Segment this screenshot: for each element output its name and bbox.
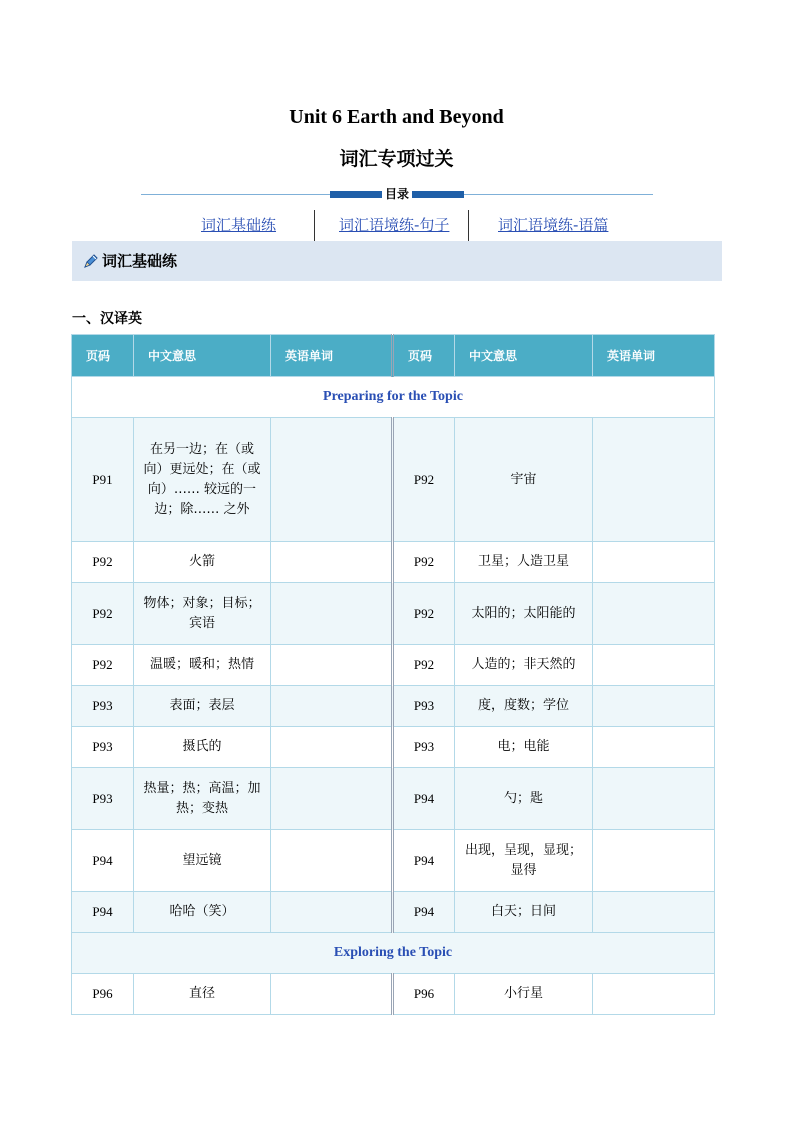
toc-link-basic[interactable]: 词汇基础练 (201, 216, 277, 234)
page-cell: P94 (393, 892, 455, 933)
toc-link-passage[interactable]: 词汇语境练-语篇 (498, 216, 609, 234)
answer-cell[interactable] (271, 892, 393, 933)
chinese-cell: 勺；匙 (455, 768, 593, 830)
page-cell: P93 (393, 686, 455, 727)
table-row (72, 542, 715, 583)
chinese-cell: 火箭 (134, 542, 271, 583)
toc-label: 目录 (382, 186, 412, 203)
column-header-chinese: 中文意思 (134, 335, 271, 377)
answer-cell[interactable] (593, 583, 715, 645)
table-row (72, 768, 715, 830)
chinese-cell: 白天；日间 (455, 892, 593, 933)
page-cell: P92 (393, 418, 455, 542)
answer-cell[interactable] (271, 768, 393, 830)
topic-heading: Preparing for the Topic (72, 377, 715, 418)
chinese-cell: 热量；热；高温；加热；变热 (134, 768, 271, 830)
toc-bar-left (330, 191, 382, 198)
chinese-cell: 在另一边；在（或向）更远处；在（或向）…… 较远的一边；除…… 之外 (134, 418, 271, 542)
column-header-chinese: 中文意思 (455, 335, 593, 377)
page-cell: P94 (393, 830, 455, 892)
toc-bar-right (412, 191, 464, 198)
chinese-cell: 电；电能 (455, 727, 593, 768)
table-row (72, 974, 715, 1015)
page-cell: P91 (72, 418, 134, 542)
answer-cell[interactable] (593, 768, 715, 830)
table-row (72, 727, 715, 768)
answer-cell[interactable] (271, 418, 393, 542)
chinese-cell: 宇宙 (455, 418, 593, 542)
page-cell: P93 (393, 727, 455, 768)
toc-separator (314, 210, 315, 241)
answer-cell[interactable] (593, 542, 715, 583)
column-header-page: 页码 (393, 335, 455, 377)
answer-cell[interactable] (271, 974, 393, 1015)
page-cell: P92 (72, 542, 134, 583)
chinese-cell: 望远镜 (134, 830, 271, 892)
page-cell: P92 (393, 542, 455, 583)
answer-cell[interactable] (593, 686, 715, 727)
page-cell: P94 (72, 892, 134, 933)
chinese-cell: 物体；对象；目标；宾语 (134, 583, 271, 645)
section-title: 词汇基础练 (102, 252, 178, 270)
toc-separator (468, 210, 469, 241)
chinese-cell: 直径 (134, 974, 271, 1015)
part-heading: 一、汉译英 (72, 311, 142, 327)
answer-cell[interactable] (593, 974, 715, 1015)
table-row (72, 892, 715, 933)
answer-cell[interactable] (593, 727, 715, 768)
answer-cell[interactable] (593, 892, 715, 933)
topic-heading: Exploring the Topic (72, 933, 715, 974)
chinese-cell: 出现，呈现，显现；显得 (455, 830, 593, 892)
page-cell: P96 (393, 974, 455, 1015)
table-row (72, 645, 715, 686)
toc-links (0, 210, 793, 242)
section-header (72, 241, 722, 281)
answer-cell[interactable] (271, 583, 393, 645)
answer-cell[interactable] (271, 830, 393, 892)
page-cell: P93 (72, 768, 134, 830)
table-row (72, 583, 715, 645)
chinese-cell: 哈哈（笑） (134, 892, 271, 933)
page-cell: P94 (393, 768, 455, 830)
topic-row (72, 377, 715, 418)
pen-icon (82, 252, 100, 270)
table-row (72, 418, 715, 542)
page-cell: P93 (72, 727, 134, 768)
answer-cell[interactable] (271, 727, 393, 768)
document-subtitle: 词汇专项过关 (339, 148, 454, 170)
answer-cell[interactable] (593, 645, 715, 686)
page-cell: P96 (72, 974, 134, 1015)
chinese-cell: 太阳的；太阳能的 (455, 583, 593, 645)
column-header-page: 页码 (72, 335, 134, 377)
vocabulary-table (71, 334, 715, 1015)
page-cell: P92 (393, 645, 455, 686)
table-header-row (72, 335, 715, 377)
document-title: Unit 6 Earth and Beyond (289, 106, 504, 128)
chinese-cell: 度，度数；学位 (455, 686, 593, 727)
toc-link-sentence[interactable]: 词汇语境练-句子 (339, 216, 450, 234)
table-row (72, 686, 715, 727)
answer-cell[interactable] (593, 418, 715, 542)
chinese-cell: 人造的；非天然的 (455, 645, 593, 686)
page-cell: P93 (72, 686, 134, 727)
page-cell: P92 (393, 583, 455, 645)
answer-cell[interactable] (271, 686, 393, 727)
answer-cell[interactable] (271, 645, 393, 686)
page-cell: P94 (72, 830, 134, 892)
chinese-cell: 表面；表层 (134, 686, 271, 727)
page-cell: P92 (72, 583, 134, 645)
chinese-cell: 摄氏的 (134, 727, 271, 768)
column-header-english: 英语单词 (271, 335, 393, 377)
answer-cell[interactable] (271, 542, 393, 583)
chinese-cell: 卫星；人造卫星 (455, 542, 593, 583)
page-cell: P92 (72, 645, 134, 686)
chinese-cell: 小行星 (455, 974, 593, 1015)
topic-row (72, 933, 715, 974)
answer-cell[interactable] (593, 830, 715, 892)
chinese-cell: 温暖；暖和；热情 (134, 645, 271, 686)
column-header-english: 英语单词 (593, 335, 715, 377)
table-row (72, 830, 715, 892)
